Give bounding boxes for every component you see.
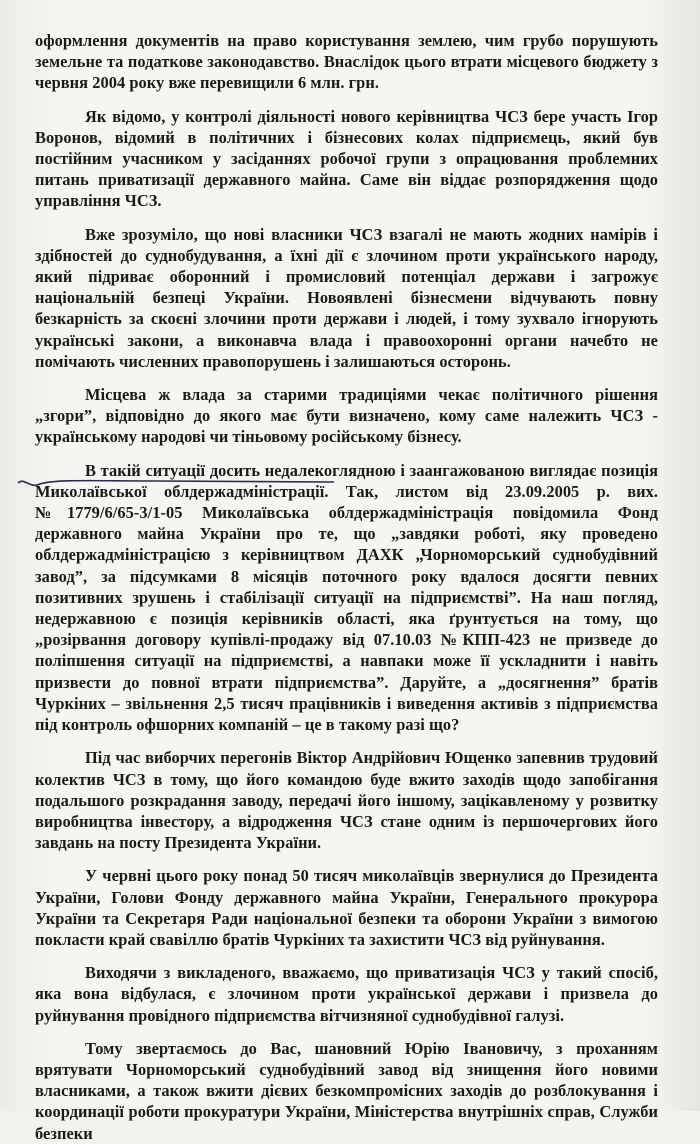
paragraph-2: Як відомо, у контролі діяльності нового керівництва ЧСЗ бере участь Ігор Воронов, відомий в політичних і бізнесових колах підприємець, який був постійним учасником у засіданнях робочої групи з опрацювання проблемних питань приватизації державного майна. Саме він віддає розпорядження щодо управління ЧСЗ. — [35, 106, 658, 211]
paragraph-5: В такій ситуації досить недалекоглядною і заангажованою виглядає позиція Миколаївської облдержадміністрації. Так, листом від 23.09.2005 р. вих. №1779/6/65-3/1-05 Миколаївська облдержадміністрація повідомила Фонд державного майна України про те, що „завдяки роботі, яку проведено облдержадміністрацією з керівництвом ДАХК „Чорноморський суднобудівний завод”, за підсумками 8 місяців поточного року вдалося досягти певних позитивних зрушень і стабілізації ситуації на підприємстві”. На наш погляд, недержавною є позиція керівників області, яка ґрунтується на тому, що „розірвання договору купівлі-продажу від 07.10.03 №КПП-423 не призведе до поліпшення ситуації на підприємстві, а навпаки може її ускладнити і навіть призвести до повної втрати підприємства”. Даруйте, а „досягнення” братів Чуркіних – звільнення 2,5 тисяч працівників і виведення активів з підприємства під контроль офшорних компаній – це в такому разі що? — [35, 460, 658, 735]
paragraph-3: Вже зрозуміло, що нові власники ЧСЗ взагалі не мають жодних намірів і здібностей до суднобудування, а їхні дії є злочином проти українського народу, який підриває оборонний і промисловий потенціал держави і загрожує національній безпеці України. Новоявлені бізнесмени відчувають повну безкарність за скоєні злочини проти держави і людей, і тому зухвало ігнорують українські закони, а виконавча влада і правоохоронні органи начебто не помічають численних правопорушень і залишаються осторонь. — [35, 224, 658, 371]
paragraph-8: Виходячи з викладеного, вважаємо, що приватизація ЧСЗ у такий спосіб, яка вона відбулася, є злочином проти української держави і призвела до руйнування провідного підприємства вітчизняної суднобудівної галузі. — [35, 963, 658, 1025]
paragraph-7: У червні цього року понад 50 тисяч миколаївців звернулися до Президента України, Голови Фонду державного майна України, Генерального прокурора України та Секретаря Ради національної безпеки та оборони України з вимогою покласти край свавіллю братів Чуркіних та захистити ЧСЗ від руйнування. — [35, 866, 658, 949]
paragraph-1: оформлення документів на право користування землею, чим грубо порушують земельне та податкове законодавство. Внаслідок цього втрати місцевого бюджету з червня 2004 року вже перевищили 6 млн. грн. — [35, 31, 658, 93]
paragraph-6: Під час виборчих перегонів Віктор Андрійович Ющенко запевнив трудовий колектив ЧСЗ в тому, що його командою буде вжито заходів щодо запобігання подальшого розкрадання заводу, передачі його іншому, зацікавленому у розвитку виробництва інвестору, а відродження ЧСЗ стане одним із першочергових його завдань на посту Президента України. — [35, 748, 658, 853]
paragraph-9: Тому звертаємось до Вас, шановний Юрію Івановичу, з проханням врятувати Чорноморський суднобудівний завод від знищення його новими власниками, а також вжити дієвих безкомпромісних заходів до розблокування і координації роботи прокуратури України, Міністерства внутрішніх справ, Служби безпеки — [35, 1038, 658, 1143]
paragraph-4: Місцева ж влада за старими традиціями чекає політичного рішення „згори”, відповідно до якого має бути визначено, кому саме належить ЧСЗ - українському народові чи тіньовому російському бізнесу. — [35, 385, 658, 447]
